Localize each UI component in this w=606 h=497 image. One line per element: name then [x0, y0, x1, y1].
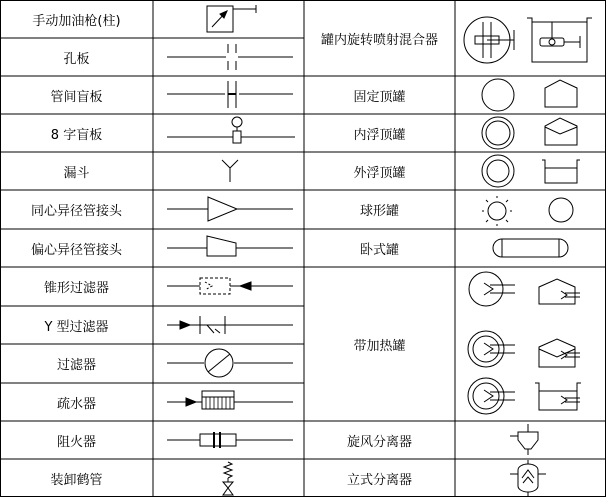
label-filter: 过滤器	[56, 358, 96, 373]
funnel-icon	[222, 160, 238, 182]
spectacle-blind-between-pipes-icon	[167, 81, 293, 108]
label-spectacle-blind: 管间盲板	[50, 89, 103, 105]
label-funnel: 漏斗	[63, 165, 90, 181]
concentric-reducer-icon	[167, 197, 293, 221]
tank-jet-mixer-icon	[464, 17, 592, 63]
spherical-tank-icon	[482, 196, 573, 226]
cyclone-separator-icon	[510, 424, 538, 455]
label-external-floating-roof-tank: 外浮顶罐	[353, 165, 406, 181]
y-strainer-icon	[167, 316, 293, 334]
label-loading-arm: 装卸鹤管	[50, 472, 103, 488]
label-manual-fuel-gun: 手动加油枪(柱)	[32, 13, 121, 29]
horizontal-tank-icon	[493, 239, 568, 257]
external-floating-roof-tank-icon	[482, 155, 580, 187]
label-tank-jet-mixer: 罐内旋转喷射混合器	[320, 32, 438, 48]
label-steam-trap: 疏水器	[56, 396, 96, 412]
label-heated-tank: 带加热罐	[353, 338, 406, 354]
heated-tank-icon	[468, 272, 581, 414]
loading-arm-icon	[223, 462, 233, 495]
filter-icon	[167, 349, 293, 377]
vertical-separator-icon	[510, 460, 546, 497]
label-figure-8-blind: 8 字盲板	[50, 127, 103, 143]
internal-floating-roof-tank-icon	[482, 117, 577, 149]
flame-arrester-icon	[167, 432, 293, 448]
label-orifice-plate: 孔板	[63, 51, 90, 67]
manual-fuel-gun-icon	[207, 5, 256, 32]
orifice-plate-icon	[167, 44, 293, 70]
label-flame-arrester: 阻火器	[56, 434, 96, 450]
label-spherical-tank: 球形罐	[359, 204, 399, 219]
label-cyclone-separator: 旋风分离器	[346, 434, 412, 450]
fixed-roof-tank-icon	[482, 79, 577, 111]
label-y-strainer: Y 型过滤器	[44, 319, 109, 335]
steam-trap-icon	[167, 391, 293, 409]
figure-8-blind-icon	[167, 117, 295, 143]
label-horizontal-tank: 卧式罐	[359, 242, 399, 258]
cone-strainer-icon	[167, 278, 293, 294]
eccentric-reducer-icon	[167, 236, 293, 256]
label-vertical-separator: 立式分离器	[346, 472, 412, 488]
label-concentric-reducer: 同心异径管接头	[30, 204, 122, 219]
label-internal-floating-roof-tank: 内浮顶罐	[353, 127, 406, 143]
label-eccentric-reducer: 偏心异径管接头	[30, 242, 122, 258]
label-fixed-roof-tank: 固定顶罐	[353, 89, 406, 105]
label-cone-strainer: 锥形过滤器	[43, 281, 109, 296]
